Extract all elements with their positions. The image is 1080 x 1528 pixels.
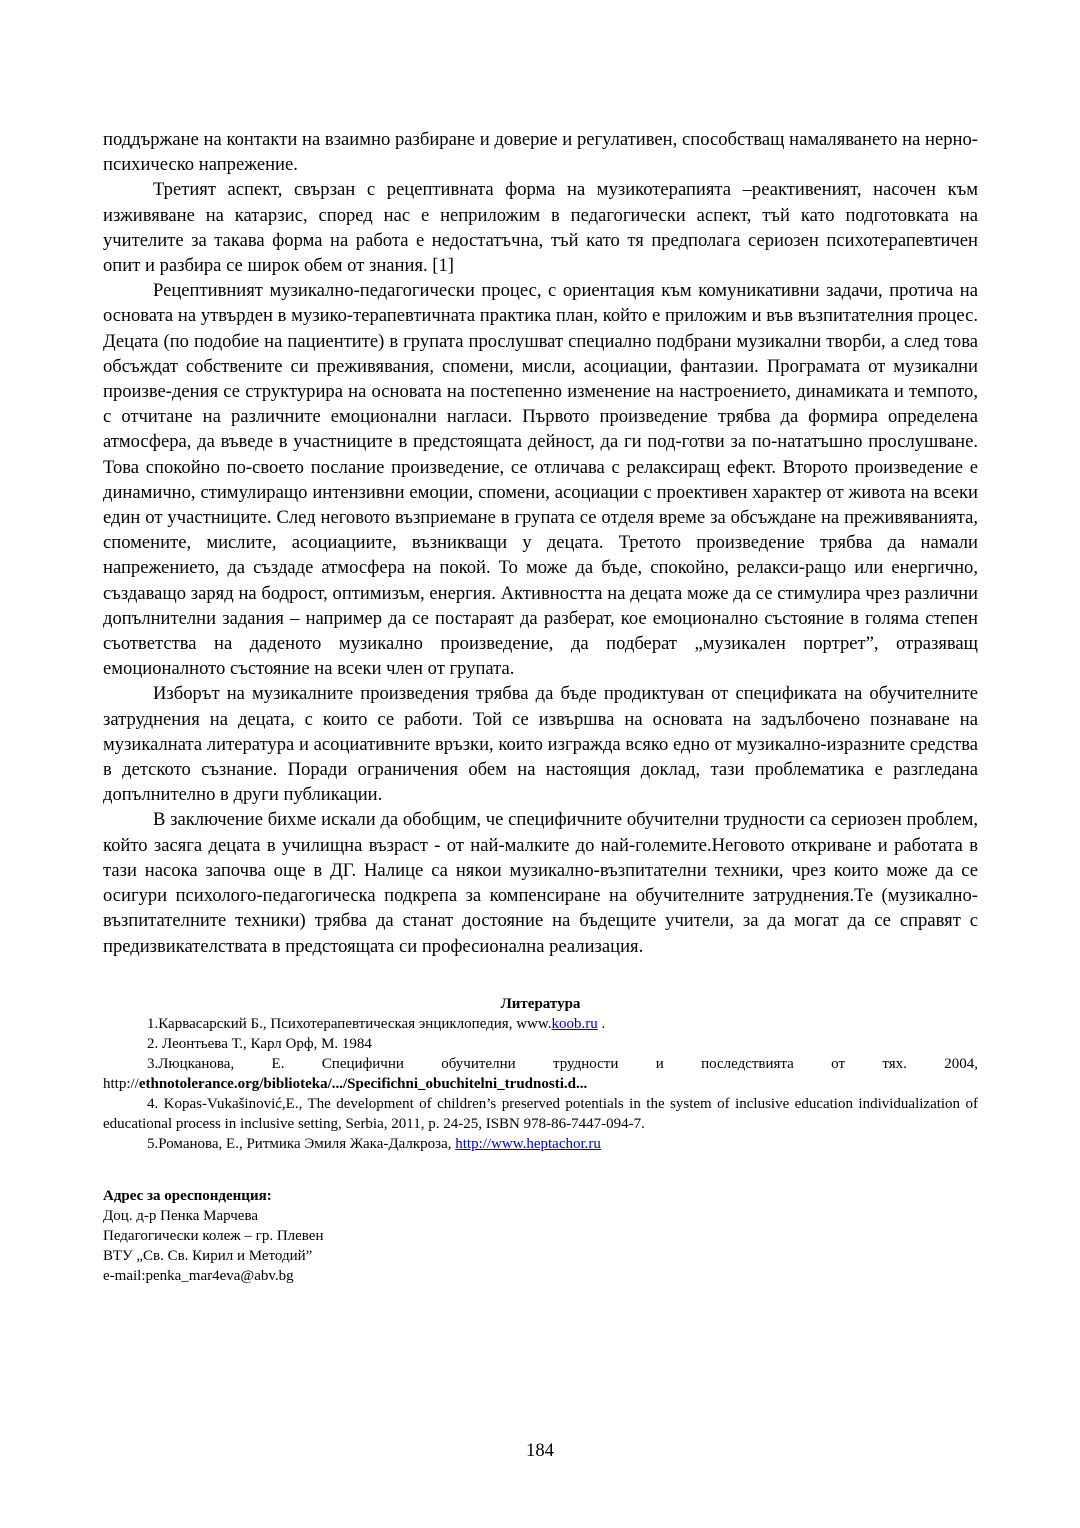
address-email: e-mail:penka_mar4eva@abv.bg — [103, 1267, 294, 1284]
document-page — [103, 127, 978, 1286]
paragraph-2: Третият аспект, свързан с рецептивната форма на музикотерапията –реактивеният, насочен към изживяване на катарзис, според нас е неприложим в педагогически аспект, тъй като подготовката на учителите за такава форма на работа е недостатъчна, тъй като тя предполага сериозен психотерапевтичен опит и разбира се широк обем от знания. [1] — [103, 179, 978, 277]
reference-1-text: 1.Карвасарский Б., Психотерапевтическая энциклопедия, www. — [147, 1015, 552, 1032]
address-line-1: Доц. д-р Пенка Марчева — [103, 1207, 258, 1224]
reference-5-link[interactable]: http://www.heptachor.ru — [455, 1135, 601, 1152]
reference-1-link[interactable]: koob.ru — [551, 1015, 598, 1032]
address-line-2: Педагогически колеж – гр. Плевен — [103, 1227, 324, 1244]
reference-2: 2. Леонтьева Т., Карл Орф, М. 1984 — [147, 1035, 372, 1052]
page-number: 184 — [526, 1440, 554, 1461]
reference-5-text: 5.Романова, Е., Ритмика Эмиля Жака-Далкроза, — [147, 1135, 456, 1152]
reference-5 — [103, 1134, 978, 1154]
reference-1 — [103, 1014, 978, 1034]
reference-3-url: ethnotolerance.org/biblioteka/.../Specifichni_obuchitelni_trudnosti.d... — [138, 1075, 588, 1092]
address-line-3: ВТУ „Св. Св. Кирил и Методий” — [103, 1247, 313, 1264]
paragraph-4: Изборът на музикалните произведения трябва да бъде продиктуван от спецификата на обучителните затруднения на децата, с които се работи. Той се извършва на основата на задълбочено познаване на музикалната литература и асоциативните връзки, които изгражда всяко едно от музикално-изразните средства в детското съзнание. Поради ограничения обем на настоящия доклад, тази проблематика е разгледана допълнително в други публикации. — [103, 683, 978, 806]
reference-3 — [103, 1054, 978, 1094]
paragraph-1: поддържане на контакти на взаимно разбиране и доверие и регулативен, способстващ намаляването на нерно-психическо напрежение. — [103, 129, 978, 176]
address-heading: Адрес за ореспонденция: — [103, 1187, 272, 1204]
paragraph-5: В заключение бихме искали да обобщим, че специфичните обучителни трудности са сериозен проблем, който засяга децата в училищна възраст - от най-малките до най-големите.Неговото откриване и работата в тази насока започва още в ДГ. Налице са някои музикално-възпитателни техники, чрез които може да се осигури психолого-педагогическа подкрепа за компенсиране на обучителните затруднения.Те (музикално-възпитателните техники) трябва да станат достояние на бъдещите учители, за да могат да се справят с предизвикателствата в предстоящата си професионална реализация. — [103, 809, 978, 957]
paragraph-3: Рецептивният музикално-педагогически процес, с ориентация към комуникативни задачи, протича на основата на утвърден в музико-терапевтичната практика план, който е приложим и във възпитателния процес. Децата (по подобие на пациентите) в групата прослушват специално подбрани музикални творби, а след това обсъждат собствените си преживявания, спомени, мисли, асоциации, фантазии. Програмата от музикални произве-дения се структурира на основата на постепенно изменение на настроението, динамиката и темпото, с отчитане на различните емоционални нагласи. Първото произведение трябва да формира определена атмосфера, да въведе в участниците в предстоящата дейност, да ги под-готви за по-нататъшно прослушване. Това спокойно по-своето послание произведение, се отличава с релаксиращ ефект. Второто произведение е динамично, стимулиращо интензивни емоции, спомени, асоциации с проективен характер от живота на всеки един от участниците. След неговото възприемане в групата се отделя време за обсъждане на преживяванията, спомените, мислите, асоциациите, възникващи у децата. Третото произведение трябва да намали напрежението, да създаде атмосфера на покой. То може да бъде, спокойно, релакси-ращо или енергично, създаващо заряд на бодрост, оптимизъм, енергия. Активността на децата може да се стимулира чрез различни допълнителни задания – например да се постараят да разберат, кое емоционално състояние в голяма степен съответства на даденото музикално произведение, да подберат „музикален портрет”, отразяващ емоционалното състояние на всеки член от групата. — [103, 280, 978, 680]
references-title: Литература — [500, 995, 581, 1012]
reference-4: 4. Kopas-Vukašinović,E., The development of children’s preserved potentials in the system of inclusive education individualization of educational process in inclusive setting, Serbia, 2011, p. 24-25, ISBN 978-86-7447-094-7. — [103, 1095, 978, 1132]
reference-1-tail: . — [597, 1015, 606, 1032]
correspondence-address — [103, 1186, 978, 1286]
reference-3-text: 3.Люцканова, Е. Специфични обучителни трудности и последствията от тях. 2004, http:// — [103, 1055, 978, 1092]
